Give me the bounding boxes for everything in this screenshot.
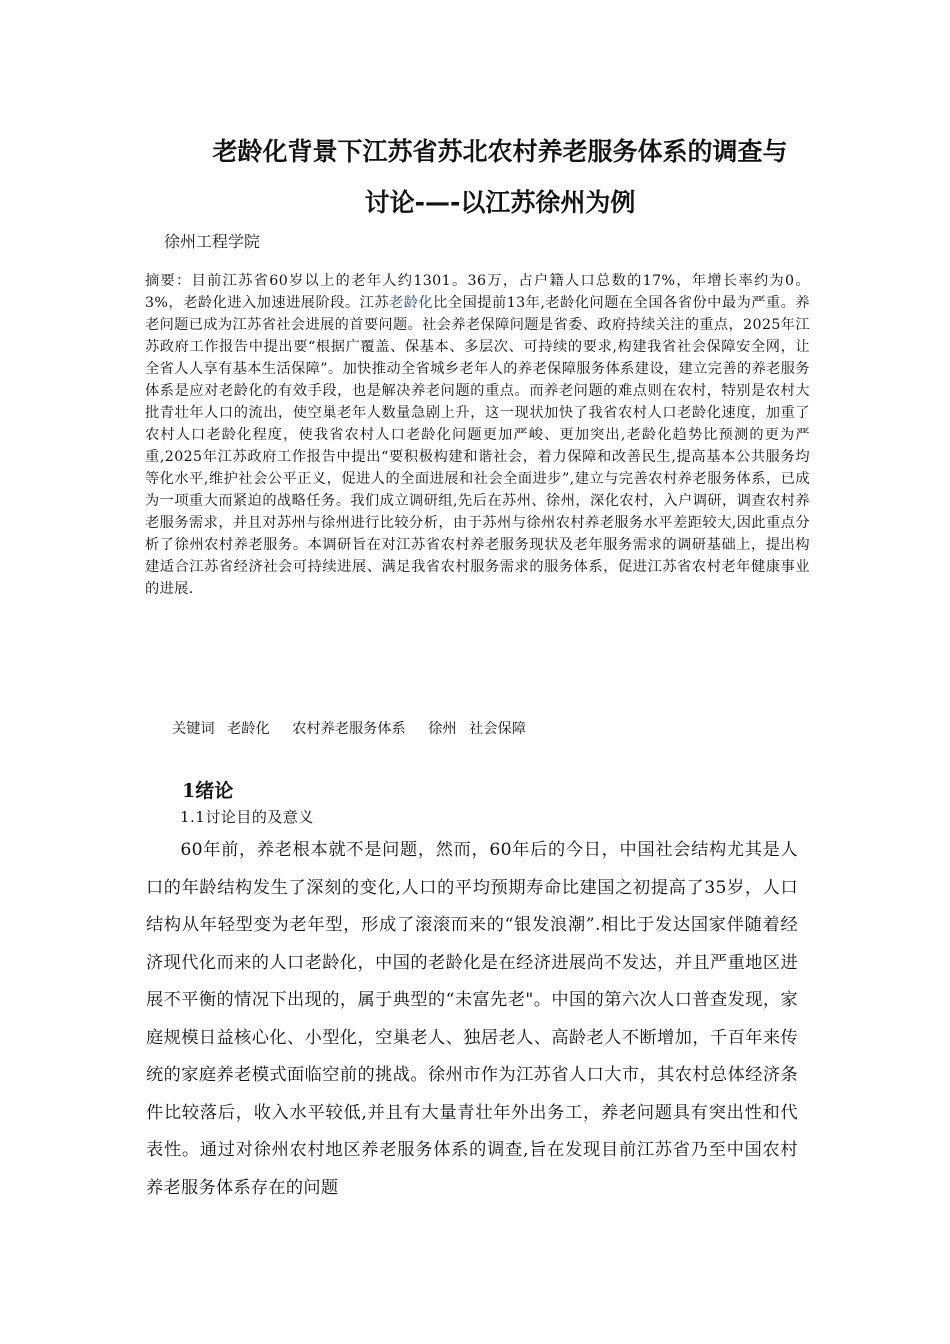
keywords xyxy=(172,718,534,738)
body-paragraph: 60年前，养老根本就不是问题，然而，60年后的今日，中国社会结构尤其是人口的年龄结构发生了深刻的变化,人口的平均预期寿命比建国之初提高了35岁，人口结构从年轻型变为老年型，形成了滚滚而来的“银发浪潮”.相比于发达国家伴随着经济现代化而来的人口老龄化，中国的老龄化是在经济进展尚不发达，并且严重地区进展不平衡的情况下出现的，属于典型的“未富先老"。中国的第六次人口普查发现，家庭规模日益核心化、小型化，空巢老人、独居老人、高龄老人不断增加，千百年来传统的家庭养老模式面临空前的挑战。徐州市作为江苏省人口大市，其农村总体经济条件比较落后，收入水平较低,并且有大量青壮年外出务工，养老问题具有突出性和代表性。通过对徐州农村地区养老服务体系的调查,旨在发现目前江苏省乃至中国农村养老服务体系存在的问题 xyxy=(146,840,798,1198)
abstract-text-part-2: 比全国提前13年,老龄化问题在全国各省份中最为严重。养老问题已成为江苏省社会进展的首要问题。社会养老保障问题是省委、政府持续关注的重点，2025年江苏政府工作报告中提出要“根据广覆盖、保基本、多层次、可持续的要求,构建我省社会保障安全网，让全省人人享有基本生活保障”。加快推动全省城乡老年人的养老保障服务体系建设，建立完善的养老服务体系是应对老龄化的有效手段，也是解决养老问题的重点。而养老问题的难点则在农村，特别是农村大批青壮年人口的流出，使空巢老年人数量急剧上升，这一现状加快了我省农村人口老龄化速度，加重了农村人口老龄化程度，使我省农村人口老龄化问题更加严峻、更加突出,老龄化趋势比预测的更为严重,2025年江苏政府工作报告中提出“要积极构建和谐社会，着力保障和改善民生,提高基本公共服务均等化水平,维护社会公平正义，促进人的全面进展和社会全面进步”,建立与完善农村养老服务体系，已成为一项重大而紧迫的战略任务。我们成立调研组,先后在苏州、徐州，深化农村，入户调研，调查农村养老服务需求，并且对苏州与徐州进行比较分析，由于苏州与徐州农村养老服务水平差距较大,因此重点分析了徐州农村养老服务。本调研旨在对江苏省农村养老服务现状及老年服务需求的调研基础上，提出构建适合江苏省经济社会可持续进展、满足我省农村服务需求的服务体系，促进江苏省农村老年健康事业的进展. xyxy=(145,295,810,597)
document-title-line-2: 讨论-—-以江苏徐州为例 xyxy=(364,188,636,217)
abstract xyxy=(145,270,810,600)
abstract-link-aging[interactable]: 老龄化 xyxy=(389,295,434,311)
keyword-item: 农村养老服务体系 xyxy=(292,721,406,737)
author-affiliation: 徐州工程学院 xyxy=(164,232,261,251)
document-title-line-1: 老龄化背景下江苏省苏北农村养老服务体系的调查与 xyxy=(212,137,788,166)
abstract-text-part-1: 目前江苏省60岁以上的老年人约1301。36万，占户籍人口总数的17%，年增长率约为0。3%，老龄化进入加速进展阶段。江苏 xyxy=(145,273,811,311)
subsection-heading: 1.1讨论目的及意义 xyxy=(180,808,314,826)
abstract-label: 摘要： xyxy=(145,273,192,289)
keyword-item: 社会保障 xyxy=(469,721,526,737)
keywords-label: 关键词 xyxy=(172,721,215,737)
section-heading: 1绪论 xyxy=(182,780,234,802)
keyword-item: 徐州 xyxy=(428,721,457,737)
keyword-item: 老龄化 xyxy=(227,721,270,737)
